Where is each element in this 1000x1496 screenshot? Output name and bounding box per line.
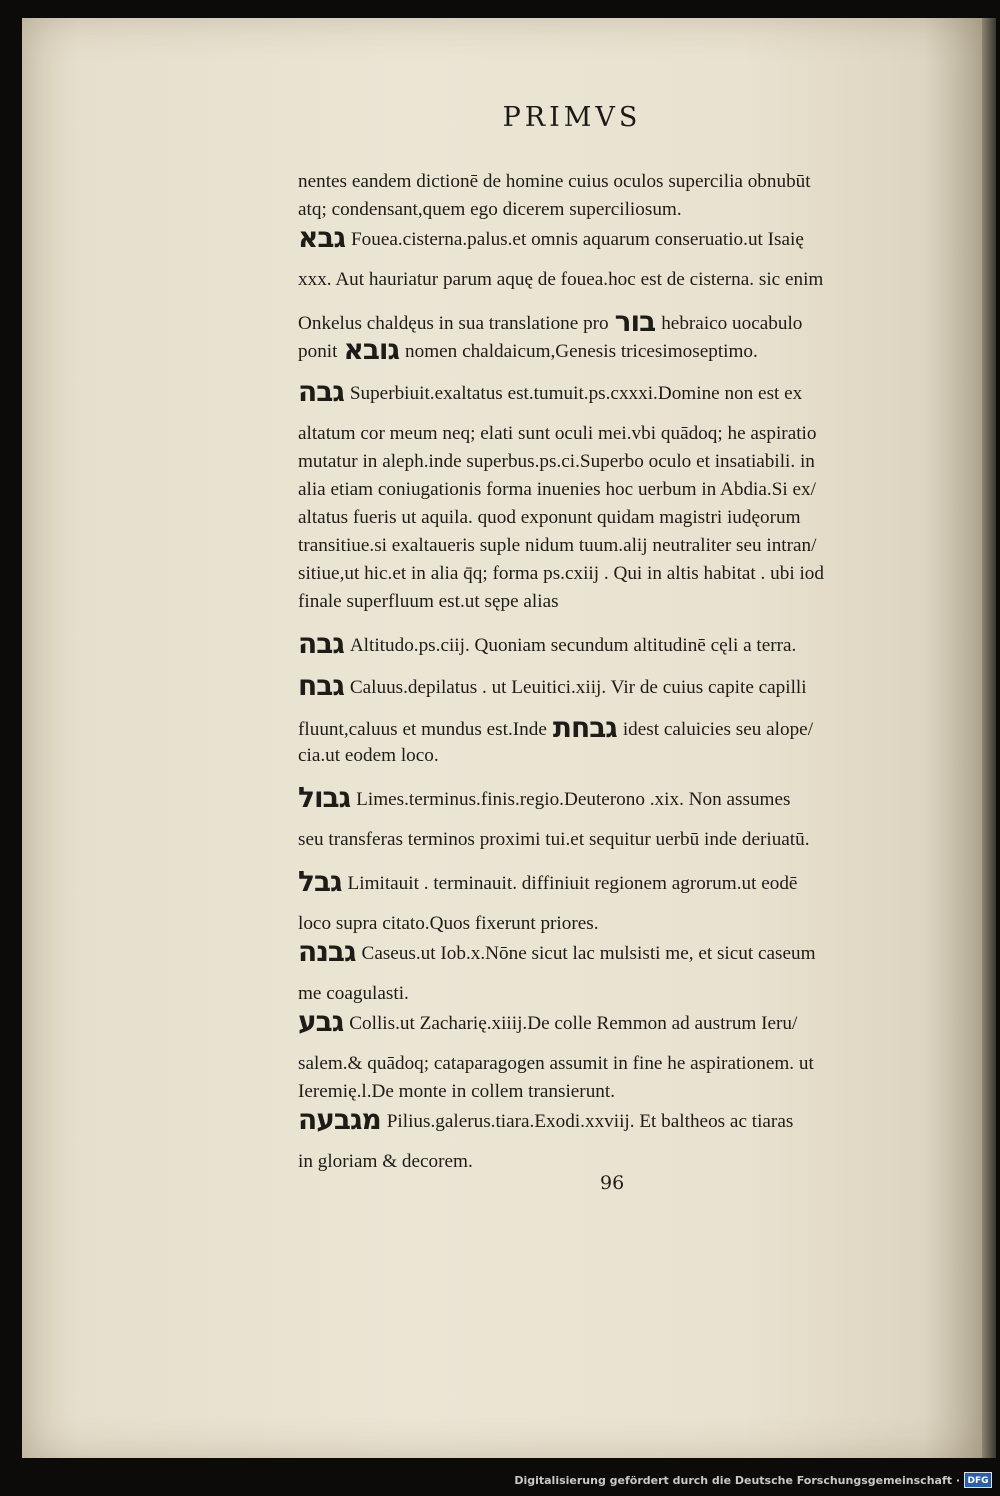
line-text: atq; condensant,quem ego dicerem superciliosum. xyxy=(298,199,682,220)
text-line xyxy=(298,266,958,294)
line-text: loco supra citato.Quos fixerunt priores. xyxy=(298,913,599,934)
text-line xyxy=(298,476,958,504)
text-line xyxy=(298,504,958,532)
running-head: PRIMVS xyxy=(502,102,642,133)
hebrew-headword: גבע xyxy=(298,1008,344,1036)
text-line xyxy=(298,980,958,1008)
text-line xyxy=(298,420,958,448)
line-text: in gloriam & decorem. xyxy=(298,1151,473,1172)
text-line xyxy=(298,630,958,658)
line-text: Limes.terminus.finis.regio.Deuterono .xix. Non assumes xyxy=(356,789,791,810)
text-line xyxy=(298,938,958,966)
hebrew-headword: גבה xyxy=(298,378,344,406)
text-line xyxy=(298,308,958,336)
text-block xyxy=(298,168,958,1176)
text-line xyxy=(298,1078,958,1106)
hebrew-headword: מגבעה xyxy=(298,1106,381,1134)
line-text: Superbiuit.exaltatus est.tumuit.ps.cxxxi.Domine non est ex xyxy=(349,383,803,404)
text-line xyxy=(298,560,958,588)
text-line xyxy=(298,168,958,196)
line-text-after: idest caluicies seu alope/ xyxy=(622,719,814,740)
text-line xyxy=(298,784,958,812)
line-text: Fouea.cisterna.palus.et omnis aquarum conseruatio.ut Isaię xyxy=(350,229,804,250)
hebrew-inline-word: בור xyxy=(614,308,656,336)
line-text: Collis.ut Zacharię.xiiij.De colle Remmon ad austrum Ieru/ xyxy=(349,1013,798,1034)
text-line xyxy=(298,714,958,742)
line-text: Caseus.ut Iob.x.Nōne sicut lac mulsisti me, et sicut caseum xyxy=(361,943,816,964)
text-line xyxy=(298,910,958,938)
page-edge xyxy=(982,18,996,1458)
line-text: alia etiam coniugationis forma inuenies hoc uerbum in Abdia.Si ex/ xyxy=(298,479,816,500)
footer-credit: Digitalisierung gefördert durch die Deutsche Forschungsgemeinschaft · xyxy=(514,1474,960,1487)
folio-number: 96 xyxy=(600,1172,625,1194)
dfg-logo: DFG xyxy=(964,1472,992,1488)
line-text: salem.& quādoq; cataparagogen assumit in fine he aspirationem. ut xyxy=(298,1053,814,1074)
hebrew-inline-word: גובא xyxy=(343,336,400,364)
line-text: cia.ut eodem loco. xyxy=(298,745,439,766)
text-line xyxy=(298,1106,958,1134)
text-line xyxy=(298,196,958,224)
text-line xyxy=(298,826,958,854)
line-text: Limitauit . terminauit. diffiniuit regionem agrorum.ut eodē xyxy=(347,873,798,894)
line-text-after: nomen chaldaicum,Genesis tricesimoseptimo. xyxy=(405,341,758,362)
hebrew-headword: גבנה xyxy=(298,938,356,966)
line-text: altatus fueris ut aquila. quod exponunt quidam magistri iudęorum xyxy=(298,507,801,528)
line-text: Pilius.galerus.tiara.Exodi.xxviij. Et baltheos ac tiaras xyxy=(386,1111,794,1132)
line-text: transitiue.si exaltaueris suple nidum tuum.alij neutraliter seu intran/ xyxy=(298,535,817,556)
line-text: xxx. Aut hauriatur parum aquę de fouea.hoc est de cisterna. sic enim xyxy=(298,269,824,290)
text-line xyxy=(298,868,958,896)
line-text: altatum cor meum neq; elati sunt oculi mei.vbi quādoq; he aspiratio xyxy=(298,423,817,444)
line-text: Caluus.depilatus . ut Leuitici.xiij. Vir de cuius capite capilli xyxy=(349,677,807,698)
text-line xyxy=(298,742,958,770)
text-line xyxy=(298,672,958,700)
text-line xyxy=(298,1050,958,1078)
hebrew-headword: גבול xyxy=(298,784,351,812)
line-text: finale superfluum est.ut sępe alias xyxy=(298,591,559,612)
hebrew-inline-word: גבחת xyxy=(552,714,617,742)
line-text: me coagulasti. xyxy=(298,983,409,1004)
text-line xyxy=(298,1148,958,1176)
hebrew-headword: גבא xyxy=(298,224,345,252)
line-text: mutatur in aleph.inde superbus.ps.ci.Superbo oculo et insatiabili. in xyxy=(298,451,815,472)
hebrew-headword: גבה xyxy=(298,630,344,658)
book-page xyxy=(22,18,982,1458)
line-text: Ieremię.l.De monte in collem transierunt. xyxy=(298,1081,616,1102)
footer-bar xyxy=(0,1466,1000,1496)
line-text: seu transferas terminos proximi tui.et sequitur uerbū inde deriuatū. xyxy=(298,829,810,850)
line-text: Onkelus chaldęus in sua translatione pro xyxy=(298,313,609,334)
text-line xyxy=(298,588,958,616)
text-line xyxy=(298,448,958,476)
text-line xyxy=(298,532,958,560)
text-line xyxy=(298,1008,958,1036)
line-text: sitiue,ut hic.et in alia q̄q; forma ps.cxiij . Qui in altis habitat . ubi iod xyxy=(298,563,824,584)
line-text: Altitudo.ps.ciij. Quoniam secundum altitudinē cęli a terra. xyxy=(349,635,797,656)
hebrew-headword: גבח xyxy=(298,672,344,700)
line-text: nentes eandem dictionē de homine cuius oculos supercilia obnubūt xyxy=(298,171,811,192)
text-line xyxy=(298,224,958,252)
text-line xyxy=(298,378,958,406)
hebrew-headword: גבל xyxy=(298,868,342,896)
text-line xyxy=(298,336,958,364)
line-text: fluunt,caluus et mundus est.Inde xyxy=(298,719,547,740)
line-text: ponit xyxy=(298,341,338,362)
line-text-after: hebraico uocabulo xyxy=(661,313,803,334)
